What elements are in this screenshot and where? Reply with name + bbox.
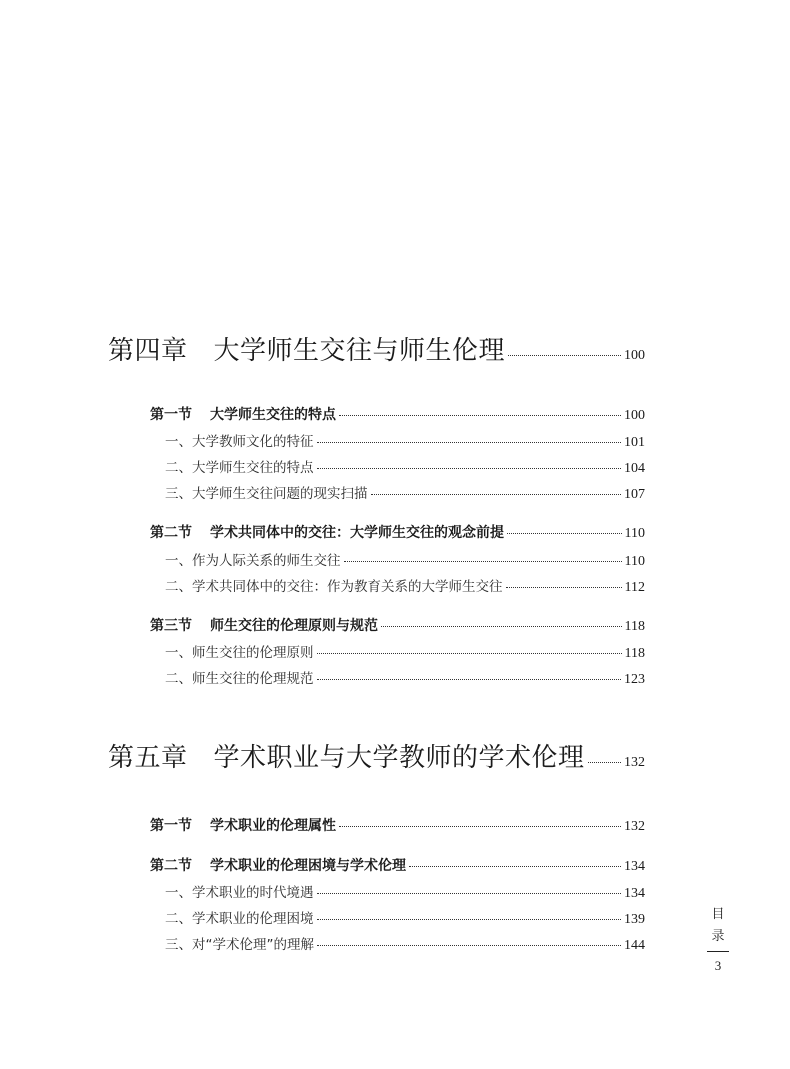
item-label: 三、大学师生交往问题的现实扫描 [165,486,368,502]
marker-rule [707,951,729,952]
page-number: 100 [624,348,645,363]
toc-section-5-1[interactable] [150,815,645,835]
item-label: 二、学术共同体中的交往：作为教育关系的大学师生交往 [165,579,503,595]
section-number: 第三节 [150,618,192,634]
page-number: 123 [624,672,645,687]
marker-char-2: 录 [711,929,725,944]
toc-section-4-1[interactable] [150,404,645,424]
toc-item[interactable] [165,881,645,902]
section-number: 第一节 [150,407,192,423]
page-number: 132 [624,755,645,770]
item-label: 一、学术职业的时代境遇 [165,885,314,901]
section-number: 第二节 [150,525,192,541]
item-label: 二、师生交往的伦理规范 [165,671,314,687]
page-number: 107 [624,487,645,502]
dot-leader [507,533,622,534]
page-number: 110 [624,526,645,541]
dot-leader [339,415,621,416]
page-number: 144 [624,938,645,953]
toc-section-5-2[interactable] [150,855,645,875]
section-title: 大学师生交往的特点 [210,407,336,423]
dot-leader [409,866,621,867]
page-number: 118 [624,619,645,634]
chapter-heading [108,330,505,367]
toc-chapter-5[interactable] [108,737,645,774]
toc-section-4-3[interactable] [150,615,645,635]
page-number: 118 [624,646,645,661]
section-title: 学术共同体中的交往：大学师生交往的观念前提 [210,525,504,541]
dot-leader [317,893,622,894]
dot-leader [317,442,622,443]
dot-leader [317,679,622,680]
section-number: 第一节 [150,818,192,834]
item-label: 二、大学师生交往的特点 [165,460,314,476]
toc-section-4-2[interactable] [150,522,645,542]
page-number: 139 [624,912,645,927]
page-number: 104 [624,461,645,476]
toc-item[interactable] [165,933,645,954]
chapter-title: 大学师生交往与师生伦理 [213,336,506,366]
dot-leader [588,762,621,763]
item-label: 三、对“学术伦理”的理解 [165,937,314,953]
section-number: 第二节 [150,858,192,874]
dot-leader [371,494,622,495]
page-number: 112 [624,580,645,595]
section-title: 学术职业的伦理困境与学术伦理 [210,858,406,874]
chapter-number: 第五章 [108,743,188,773]
chapter-title: 学术职业与大学教师的学术伦理 [213,743,585,773]
dot-leader [317,945,621,946]
dot-leader [506,587,622,588]
page-number: 110 [624,554,645,569]
item-label: 一、师生交往的伦理原则 [165,645,314,661]
toc-item[interactable] [165,667,645,688]
section-title: 学术职业的伦理属性 [210,818,336,834]
marker-page-number: 3 [714,958,722,973]
toc-chapter-4[interactable] [108,330,645,367]
chapter-heading [108,737,585,774]
page-number: 132 [624,819,645,834]
item-label: 一、大学教师文化的特征 [165,434,314,450]
toc-item[interactable] [165,641,645,662]
dot-leader [508,355,621,356]
section-heading [150,404,336,424]
section-heading [150,855,406,875]
toc-item[interactable] [165,482,645,503]
page-number: 134 [624,859,645,874]
dot-leader [344,561,622,562]
item-label: 一、作为人际关系的师生交往 [165,553,341,569]
dot-leader [381,626,622,627]
page-number: 100 [624,408,645,423]
toc-item[interactable] [165,456,645,477]
toc-item[interactable] [165,907,645,928]
section-heading [150,615,378,635]
chapter-number: 第四章 [108,336,188,366]
toc-item[interactable] [165,549,645,570]
dot-leader [317,919,622,920]
toc-item[interactable] [165,575,645,596]
item-label: 二、学术职业的伦理困境 [165,911,314,927]
section-title: 师生交往的伦理原则与规范 [210,618,378,634]
page-number: 134 [624,886,645,901]
section-heading [150,815,336,835]
marker-char-1: 目 [711,907,725,922]
section-heading [150,522,504,542]
dot-leader [317,468,622,469]
side-page-marker [706,904,730,974]
toc-item[interactable] [165,430,645,451]
page-number: 101 [624,435,645,450]
dot-leader [317,653,622,654]
dot-leader [339,826,621,827]
